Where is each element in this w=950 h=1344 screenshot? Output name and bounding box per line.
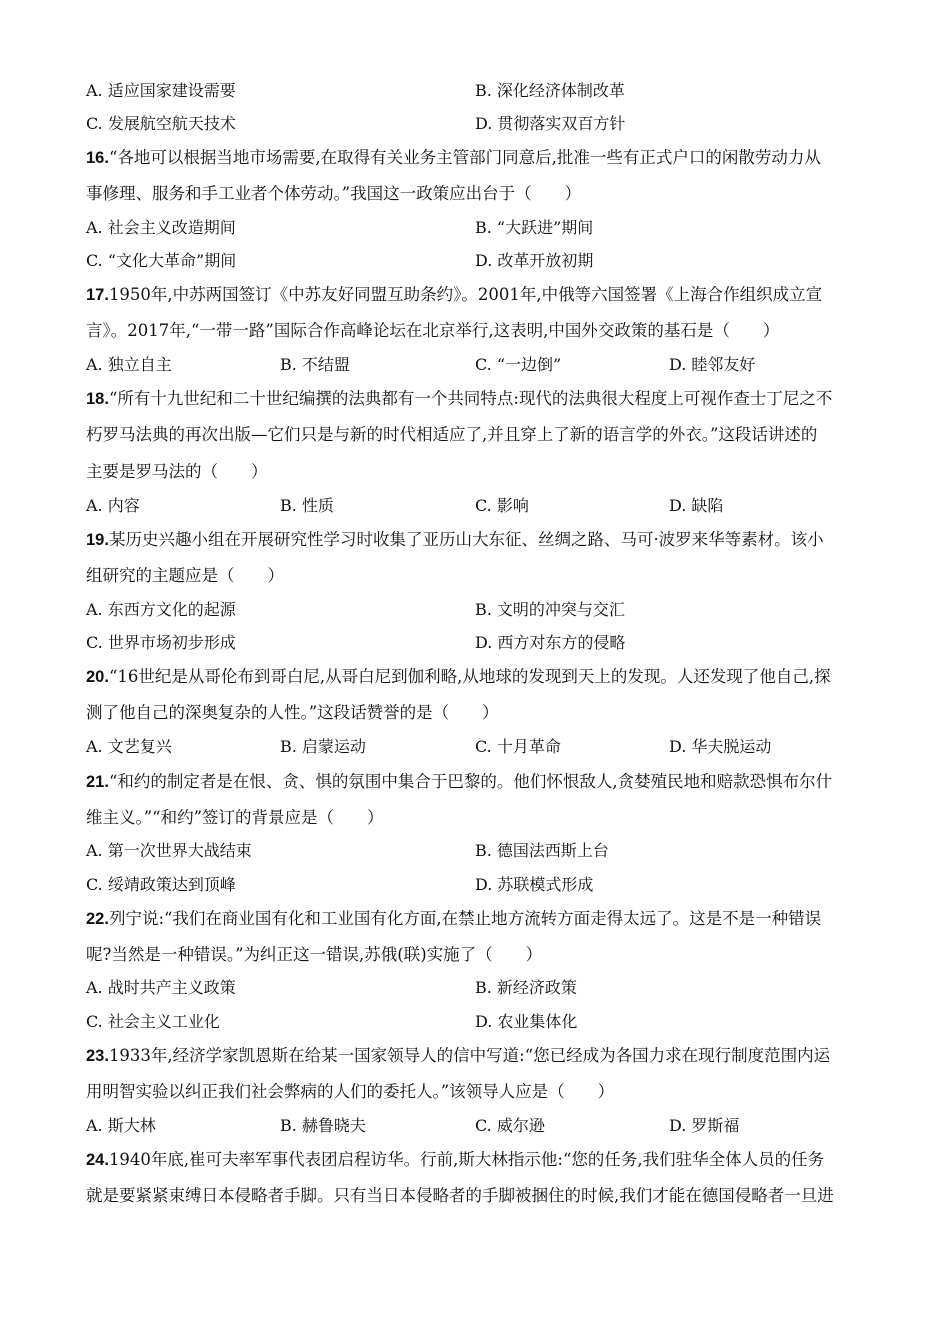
question-number: 24. <box>86 1151 109 1169</box>
q22-stem-line1 <box>86 908 821 930</box>
q16-stem-line1 <box>86 147 821 169</box>
q18-option-c[interactable]: C. 影响 <box>475 496 529 515</box>
q16-option-c[interactable]: C. “文化大革命”期间 <box>86 251 237 270</box>
q16-option-b[interactable]: B. “大跃进”期间 <box>475 218 594 237</box>
q21-stem-line2: 维主义。”“和约”签订的背景应是（ ） <box>86 808 384 827</box>
q17-option-b[interactable]: B. 不结盟 <box>280 355 350 374</box>
q19-stem-line1 <box>86 529 824 551</box>
q19-option-d[interactable]: D. 西方对东方的侵略 <box>475 633 626 652</box>
q17-option-d[interactable]: D. 睦邻友好 <box>669 355 756 374</box>
q23-option-b[interactable]: B. 赫鲁晓夫 <box>280 1116 366 1135</box>
question-number: 20. <box>86 668 109 686</box>
q18-stem-line2: 朽罗马法典的再次出版—它们只是与新的时代相适应了,并且穿上了新的语言学的外衣。”这段话讲述的 <box>86 425 818 444</box>
q22-option-d[interactable]: D. 农业集体化 <box>475 1012 578 1031</box>
q16-option-d[interactable]: D. 改革开放初期 <box>475 251 594 270</box>
q15-option-c[interactable]: C. 发展航空航天技术 <box>86 114 236 133</box>
q18-option-a[interactable]: A. 内容 <box>86 496 140 515</box>
q22-stem-line2: 呢?当然是一种错误。”为纠正这一错误,苏俄(联)实施了（ ） <box>86 945 543 964</box>
q15-option-b[interactable]: B. 深化经济体制改革 <box>475 81 625 100</box>
q16-option-a[interactable]: A. 社会主义改造期间 <box>86 218 236 237</box>
q24-text: 1940年底,崔可夫率军事代表团启程访华。行前,斯大林指示他:“您的任务,我们驻华全体人员的任务 <box>108 1150 825 1169</box>
q23-stem-line1 <box>86 1045 830 1067</box>
q21-option-d[interactable]: D. 苏联模式形成 <box>475 875 594 894</box>
q20-option-b[interactable]: B. 启蒙运动 <box>280 737 366 756</box>
q19-option-b[interactable]: B. 文明的冲突与交汇 <box>475 600 625 619</box>
q20-option-a[interactable]: A. 文艺复兴 <box>86 737 172 756</box>
q23-text: 1933年,经济学家凯恩斯在给某一国家领导人的信中写道:“您已经成为各国力求在现行制度范围内运 <box>108 1046 831 1065</box>
q21-option-a[interactable]: A. 第一次世界大战结束 <box>86 841 252 860</box>
q18-option-d[interactable]: D. 缺陷 <box>669 496 724 515</box>
q18-stem-line3: 主要是罗马法的（ ） <box>86 462 268 481</box>
q20-option-c[interactable]: C. 十月革命 <box>475 737 561 756</box>
question-number: 19. <box>86 531 109 549</box>
q17-stem-line2: 言》。2017年,“一带一路”国际合作高峰论坛在北京举行,这表明,中国外交政策的基石是（ ） <box>86 321 780 340</box>
q21-option-c[interactable]: C. 绥靖政策达到顶峰 <box>86 875 236 894</box>
question-number: 16. <box>86 149 109 167</box>
question-number: 18. <box>86 390 109 408</box>
q21-option-b[interactable]: B. 德国法西斯上台 <box>475 841 609 860</box>
question-number: 17. <box>86 286 109 304</box>
q20-stem-line1 <box>86 666 831 688</box>
q15-option-d[interactable]: D. 贯彻落实双百方针 <box>475 114 626 133</box>
q16-stem-line2: 事修理、服务和手工业者个体劳动。”我国这一政策应出台于（ ） <box>86 184 582 203</box>
q15-option-a[interactable]: A. 适应国家建设需要 <box>86 81 236 100</box>
q21-text: “和约的制定者是在恨、贪、惧的氛围中集合于巴黎的。他们怀恨敌人,贪婪殖民地和赔款恐惧布尔什 <box>108 772 833 791</box>
q22-option-b[interactable]: B. 新经济政策 <box>475 978 577 997</box>
q17-stem-line1 <box>86 284 822 306</box>
question-number: 22. <box>86 910 109 928</box>
q17-option-a[interactable]: A. 独立自主 <box>86 355 172 374</box>
q22-text: 列宁说:“我们在商业国有化和工业国有化方面,在禁止地方流转方面走得太远了。这是不是一种错误 <box>108 909 822 928</box>
question-number: 21. <box>86 773 109 791</box>
q17-text: 1950年,中苏两国签订《中苏友好同盟互助条约》。2001年,中俄等六国签署《上海合作组织成立宣 <box>108 285 823 304</box>
q18-stem-line1 <box>86 388 832 410</box>
q22-option-c[interactable]: C. 社会主义工业化 <box>86 1012 220 1031</box>
q24-stem-line2: 就是要紧紧束缚日本侵略者手脚。只有当日本侵略者的手脚被捆住的时候,我们才能在德国侵略者一旦进 <box>86 1186 834 1205</box>
q18-option-b[interactable]: B. 性质 <box>280 496 334 515</box>
q16-text: “各地可以根据当地市场需要,在取得有关业务主管部门同意后,批准一些有正式户口的闲散劳动力从 <box>108 148 821 167</box>
question-number: 23. <box>86 1047 109 1065</box>
q23-stem-line2: 用明智实验以纠正我们社会弊病的人们的委托人。”该领导人应是（ ） <box>86 1082 615 1101</box>
q23-option-c[interactable]: C. 威尔逊 <box>475 1116 545 1135</box>
q23-option-a[interactable]: A. 斯大林 <box>86 1116 156 1135</box>
q23-option-d[interactable]: D. 罗斯福 <box>669 1116 740 1135</box>
q19-option-c[interactable]: C. 世界市场初步形成 <box>86 633 236 652</box>
q20-stem-line2: 测了他自己的深奥复杂的人性。”这段话赞誉的是（ ） <box>86 703 499 722</box>
q19-option-a[interactable]: A. 东西方文化的起源 <box>86 600 236 619</box>
q18-text: “所有十九世纪和二十世纪编撰的法典都有一个共同特点:现代的法典很大程度上可视作查士丁尼之不 <box>108 389 833 408</box>
q24-stem-line1 <box>86 1149 824 1171</box>
q21-stem-line1 <box>86 771 832 793</box>
q22-option-a[interactable]: A. 战时共产主义政策 <box>86 978 236 997</box>
q20-option-d[interactable]: D. 华夫脱运动 <box>669 737 772 756</box>
q19-stem-line2: 组研究的主题应是（ ） <box>86 566 284 585</box>
q20-text: “16世纪是从哥伦布到哥白尼,从哥白尼到伽利略,从地球的发现到天上的发现。人还发现了他自己,探 <box>108 667 831 686</box>
q19-text: 某历史兴趣小组在开展研究性学习时收集了亚历山大东征、丝绸之路、马可·波罗来华等素材。该小 <box>108 530 824 549</box>
q17-option-c[interactable]: C. “一边倒” <box>475 355 562 374</box>
